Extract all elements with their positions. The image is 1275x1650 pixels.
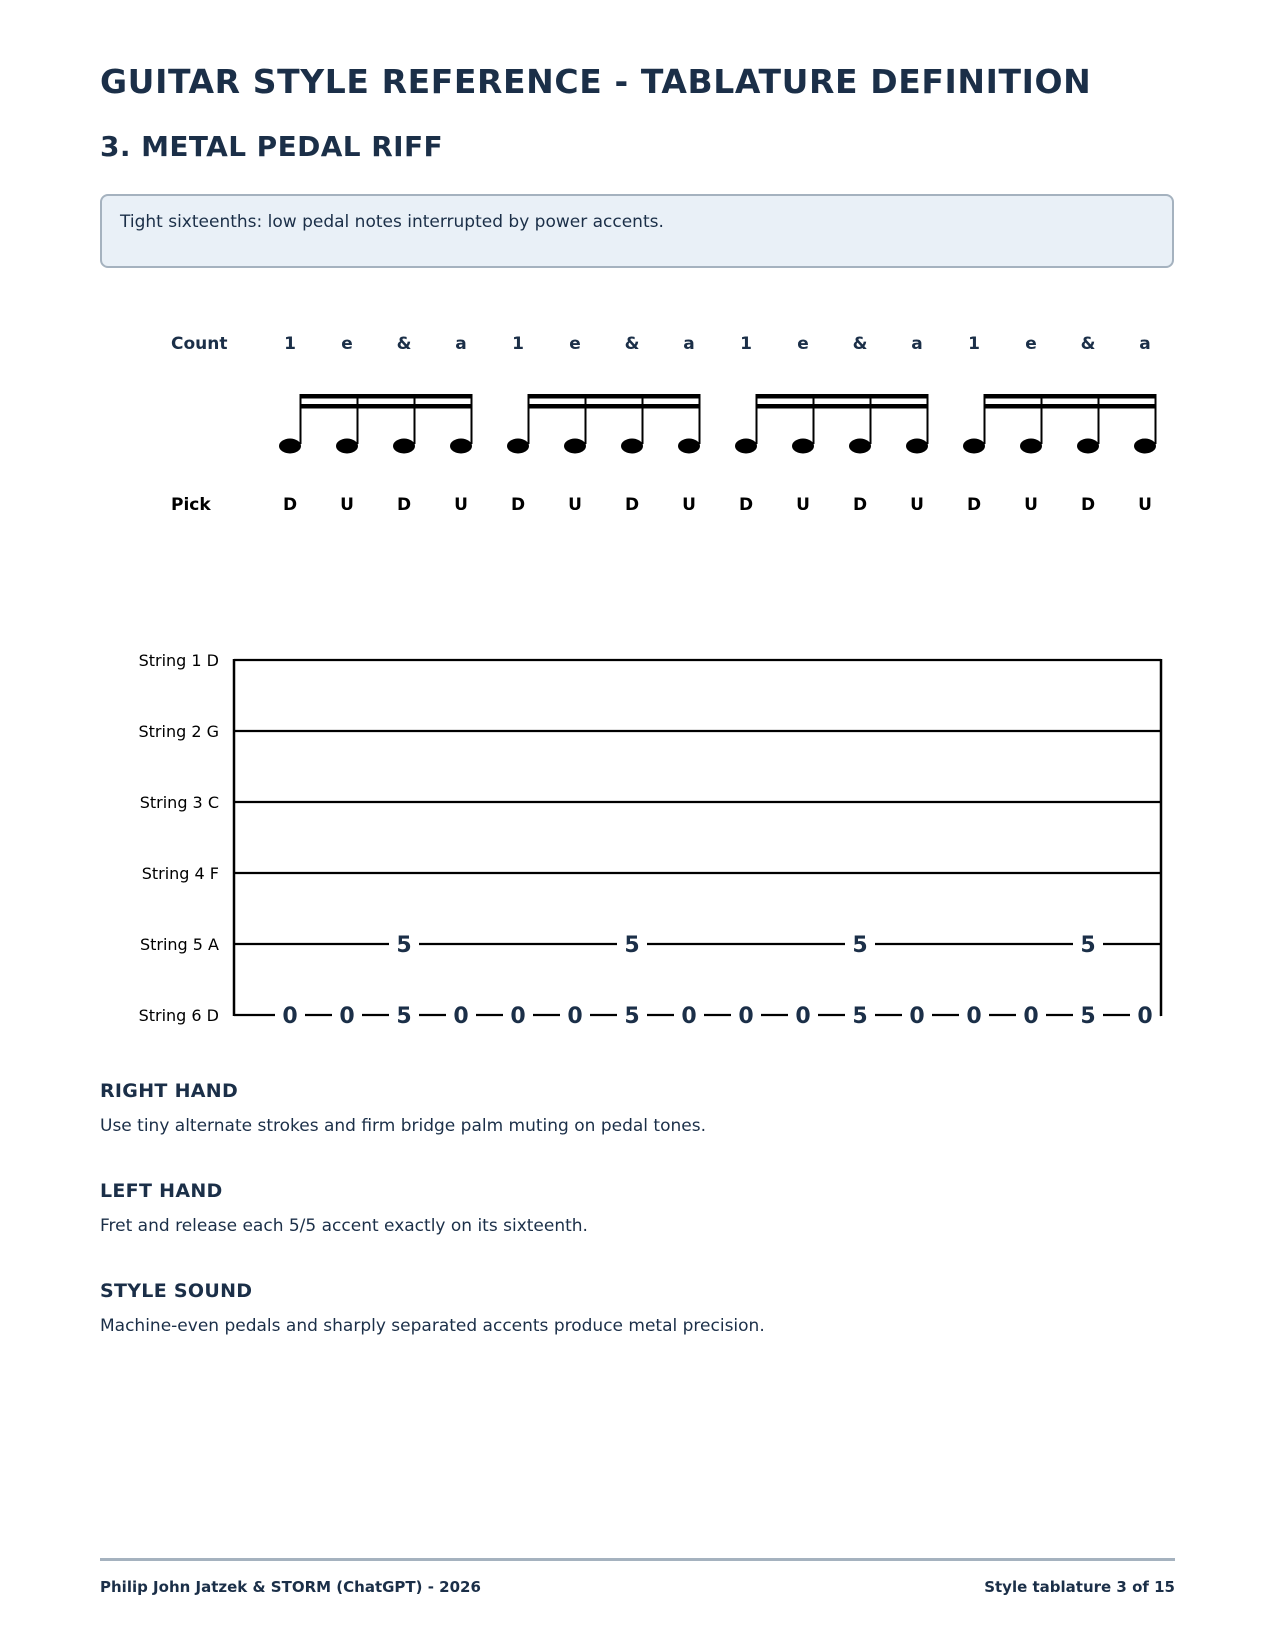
description-text: Tight sixteenths: low pedal notes interrupted by power accents. bbox=[120, 212, 664, 232]
note-head-5 bbox=[507, 439, 529, 454]
string-label-6: String 6 D bbox=[138, 1006, 219, 1025]
description-box bbox=[100, 194, 1174, 268]
pick-9: D bbox=[738, 495, 754, 515]
pick-13: D bbox=[966, 495, 982, 515]
note-head-7 bbox=[621, 439, 643, 454]
pick-14: U bbox=[1024, 495, 1038, 515]
count-11: & bbox=[852, 334, 868, 354]
pick-3: D bbox=[396, 495, 412, 515]
beam-primary-3 bbox=[757, 394, 929, 399]
count-13: 1 bbox=[968, 334, 980, 354]
footer-credit: Philip John Jatzek & STORM (ChatGPT) - 2026 bbox=[100, 1578, 481, 1596]
fret-s6-11: 5 bbox=[852, 1004, 868, 1029]
footer-page-number: Style tablature 3 of 15 bbox=[984, 1578, 1175, 1596]
beam-secondary-1 bbox=[301, 404, 473, 409]
pick-16: U bbox=[1138, 495, 1152, 515]
note-head-14 bbox=[1020, 439, 1042, 454]
count-14: e bbox=[1025, 334, 1037, 354]
beam-secondary-3 bbox=[757, 404, 929, 409]
left-hand-text: Fret and release each 5/5 accent exactly on its sixteenth. bbox=[100, 1216, 588, 1236]
count-8: a bbox=[683, 334, 695, 354]
note-head-3 bbox=[393, 439, 415, 454]
right-hand-section bbox=[100, 1080, 1175, 1136]
string-label-2: String 2 G bbox=[138, 722, 219, 741]
fret-s6-14: 0 bbox=[1023, 1004, 1039, 1029]
string-label-5: String 5 A bbox=[139, 935, 219, 954]
note-head-11 bbox=[849, 439, 871, 454]
count-3: & bbox=[396, 334, 412, 354]
count-10: e bbox=[797, 334, 809, 354]
fret-s5-3: 5 bbox=[396, 933, 412, 958]
section-title: 3. METAL PEDAL RIFF bbox=[100, 130, 444, 163]
note-head-2 bbox=[336, 439, 358, 454]
fret-s6-5: 0 bbox=[510, 1004, 526, 1029]
fret-s6-9: 0 bbox=[738, 1004, 754, 1029]
beam-secondary-2 bbox=[529, 404, 701, 409]
fret-s6-12: 0 bbox=[909, 1004, 925, 1029]
count-1: 1 bbox=[284, 334, 296, 354]
note-head-9 bbox=[735, 439, 757, 454]
note-head-12 bbox=[906, 439, 928, 454]
fret-s6-10: 0 bbox=[795, 1004, 811, 1029]
string-label-3: String 3 C bbox=[139, 793, 219, 812]
fret-s6-7: 5 bbox=[624, 1004, 640, 1029]
fret-s6-15: 5 bbox=[1080, 1004, 1096, 1029]
fret-s6-1: 0 bbox=[282, 1004, 298, 1029]
style-sound-heading: STYLE SOUND bbox=[100, 1280, 253, 1302]
pick-2: U bbox=[340, 495, 354, 515]
pick-10: U bbox=[796, 495, 810, 515]
fret-s6-6: 0 bbox=[567, 1004, 583, 1029]
pick-7: D bbox=[624, 495, 640, 515]
count-label: Count bbox=[171, 334, 228, 354]
page-title: GUITAR STYLE REFERENCE - TABLATURE DEFINITION bbox=[100, 62, 1092, 101]
count-12: a bbox=[911, 334, 923, 354]
beam-primary-2 bbox=[529, 394, 701, 399]
note-head-16 bbox=[1134, 439, 1156, 454]
pick-label: Pick bbox=[171, 495, 211, 515]
pick-1: D bbox=[282, 495, 298, 515]
style-sound-section bbox=[100, 1280, 1175, 1336]
pick-4: U bbox=[454, 495, 468, 515]
pick-5: D bbox=[510, 495, 526, 515]
fret-s5-7: 5 bbox=[624, 933, 640, 958]
note-head-13 bbox=[963, 439, 985, 454]
pick-11: D bbox=[852, 495, 868, 515]
beam-primary-4 bbox=[985, 394, 1157, 399]
right-hand-heading: RIGHT HAND bbox=[100, 1080, 239, 1102]
count-6: e bbox=[569, 334, 581, 354]
rhythm-notation bbox=[0, 320, 1275, 520]
beam-primary-1 bbox=[301, 394, 473, 399]
pick-6: U bbox=[568, 495, 582, 515]
footer-divider bbox=[100, 1558, 1175, 1561]
string-label-4: String 4 F bbox=[141, 864, 219, 883]
count-16: a bbox=[1139, 334, 1151, 354]
count-5: 1 bbox=[512, 334, 524, 354]
left-hand-section bbox=[100, 1180, 1175, 1236]
pick-15: D bbox=[1080, 495, 1096, 515]
note-head-1 bbox=[279, 439, 301, 454]
left-hand-heading: LEFT HAND bbox=[100, 1180, 223, 1202]
fret-s6-4: 0 bbox=[453, 1004, 469, 1029]
pick-8: U bbox=[682, 495, 696, 515]
fret-s6-8: 0 bbox=[681, 1004, 697, 1029]
style-sound-text: Machine-even pedals and sharply separated accents produce metal precision. bbox=[100, 1316, 765, 1336]
note-head-8 bbox=[678, 439, 700, 454]
count-2: e bbox=[341, 334, 353, 354]
tablature-staff bbox=[0, 630, 1275, 1030]
beam-secondary-4 bbox=[985, 404, 1157, 409]
fret-s5-11: 5 bbox=[852, 933, 868, 958]
note-head-15 bbox=[1077, 439, 1099, 454]
count-9: 1 bbox=[740, 334, 752, 354]
fret-s6-3: 5 bbox=[396, 1004, 412, 1029]
count-7: & bbox=[624, 334, 640, 354]
fret-s6-2: 0 bbox=[339, 1004, 355, 1029]
fret-s5-15: 5 bbox=[1080, 933, 1096, 958]
right-hand-text: Use tiny alternate strokes and firm bridge palm muting on pedal tones. bbox=[100, 1116, 706, 1136]
string-label-1: String 1 D bbox=[138, 651, 219, 670]
fret-s6-13: 0 bbox=[966, 1004, 982, 1029]
pick-12: U bbox=[910, 495, 924, 515]
note-head-4 bbox=[450, 439, 472, 454]
note-head-6 bbox=[564, 439, 586, 454]
fret-s6-16: 0 bbox=[1137, 1004, 1153, 1029]
note-head-10 bbox=[792, 439, 814, 454]
count-15: & bbox=[1080, 334, 1096, 354]
count-4: a bbox=[455, 334, 467, 354]
